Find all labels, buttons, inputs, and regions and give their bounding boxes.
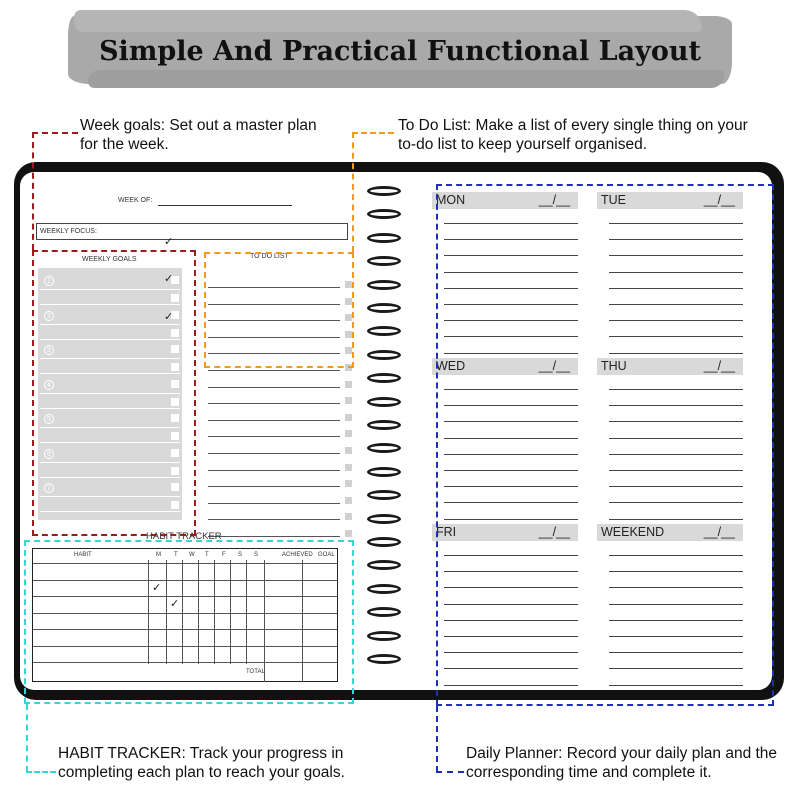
week-of-line bbox=[158, 205, 292, 206]
todo-line bbox=[208, 453, 340, 454]
goal-number: 3 bbox=[44, 345, 54, 355]
todo-guide-h bbox=[352, 132, 394, 134]
spiral-coil bbox=[367, 186, 401, 196]
planner-day-date: __/__ bbox=[538, 359, 570, 373]
planner-day-date: __/__ bbox=[703, 359, 735, 373]
habit-tracker-label: HABIT TRACKER bbox=[146, 531, 222, 542]
planner-guide-v bbox=[436, 706, 438, 772]
spiral-coil bbox=[367, 350, 401, 360]
todo-checkbox bbox=[345, 530, 352, 537]
goal-number: 7 bbox=[44, 483, 54, 493]
todo-checkbox bbox=[345, 513, 352, 520]
page-title: Simple And Practical Functional Layout bbox=[99, 36, 701, 67]
title-banner bbox=[68, 8, 732, 88]
checkmark-icon: ✓ bbox=[152, 581, 162, 594]
planner-day-name: TUE bbox=[601, 193, 626, 207]
todo-line bbox=[208, 436, 340, 437]
spiral-coil bbox=[367, 467, 401, 477]
checkmark-icon: ✓ bbox=[164, 310, 174, 323]
planner-day-name: WED bbox=[436, 359, 466, 373]
habit-column-header: S bbox=[238, 552, 243, 558]
todo-list-label: TO DO LIST bbox=[250, 253, 289, 260]
spiral-coil bbox=[367, 514, 401, 524]
todo-checkbox bbox=[345, 414, 352, 421]
checkmark-icon: ✓ bbox=[164, 235, 174, 248]
todo-checkbox bbox=[345, 430, 352, 437]
spiral-coil bbox=[367, 631, 401, 641]
goal-number: 5 bbox=[44, 414, 54, 424]
callout-habit-tracker: HABIT TRACKER: Track your progress in completing each plan to reach your goals. bbox=[58, 745, 345, 781]
habit-guide-h bbox=[26, 771, 56, 773]
week-goals-highlight-box bbox=[32, 250, 196, 536]
planner-day-date: __/__ bbox=[703, 525, 735, 539]
week-goals-guide-v bbox=[32, 132, 34, 250]
weekly-focus-label: WEEKLY FOCUS: bbox=[40, 228, 97, 235]
todo-line bbox=[208, 370, 340, 371]
todo-line bbox=[208, 420, 340, 421]
callout-daily-planner: Daily Planner: Record your daily plan and the corresponding time and complete it. bbox=[466, 745, 778, 781]
planner-day-name: THU bbox=[601, 359, 627, 373]
week-goals-guide-h bbox=[32, 132, 78, 134]
todo-checkbox bbox=[345, 397, 352, 404]
spiral-coil bbox=[367, 303, 401, 313]
weekly-goals-label: WEEKLY GOALS bbox=[82, 256, 137, 263]
goal-number: 6 bbox=[44, 449, 54, 459]
todo-checkbox bbox=[345, 480, 352, 487]
goal-number: 4 bbox=[44, 380, 54, 390]
todo-line bbox=[208, 486, 340, 487]
week-of-label: WEEK OF: bbox=[118, 197, 153, 204]
spiral-coil bbox=[367, 233, 401, 243]
planner-day-date: __/__ bbox=[538, 525, 570, 539]
planner-day-name: MON bbox=[436, 193, 466, 207]
habit-guide-v bbox=[26, 704, 28, 772]
planner-day-name: FRI bbox=[436, 525, 457, 539]
habit-highlight-box bbox=[24, 540, 354, 704]
planner-day-date: __/__ bbox=[703, 193, 735, 207]
spiral-coil bbox=[367, 397, 401, 407]
habit-column-header: ACHIEVED bbox=[282, 552, 313, 558]
todo-line bbox=[208, 536, 340, 537]
goal-number: 2 bbox=[44, 311, 54, 321]
spiral-coil bbox=[367, 420, 401, 430]
habit-column-header: M bbox=[156, 552, 161, 558]
total-label: TOTAL bbox=[246, 669, 265, 675]
planner-day-date: __/__ bbox=[538, 193, 570, 207]
todo-checkbox bbox=[345, 381, 352, 388]
habit-column-header: T bbox=[174, 552, 178, 558]
planner-guide-h bbox=[436, 771, 464, 773]
goal-number: 1 bbox=[44, 276, 54, 286]
spiral-coil bbox=[367, 537, 401, 547]
planner-highlight-box bbox=[436, 184, 774, 706]
spiral-coil bbox=[367, 654, 401, 664]
todo-checkbox bbox=[345, 464, 352, 471]
habit-column-header: HABIT bbox=[74, 552, 92, 558]
todo-line bbox=[208, 403, 340, 404]
todo-line bbox=[208, 503, 340, 504]
habit-column-header: GOAL bbox=[318, 552, 335, 558]
habit-column-header: T bbox=[205, 552, 209, 558]
todo-line bbox=[208, 387, 340, 388]
spiral-coil bbox=[367, 584, 401, 594]
todo-guide-v bbox=[352, 132, 354, 252]
callout-todo-list: To Do List: Make a list of every single thing on your to-do list to keep yourself organised. bbox=[398, 117, 748, 153]
habit-column-header: W bbox=[189, 552, 195, 558]
callout-week-goals: Week goals: Set out a master plan for the week. bbox=[80, 117, 317, 153]
todo-highlight-box bbox=[204, 252, 354, 368]
habit-column-header: S bbox=[254, 552, 259, 558]
todo-checkbox bbox=[345, 447, 352, 454]
checkmark-icon: ✓ bbox=[164, 272, 174, 285]
habit-column-header: F bbox=[222, 552, 226, 558]
planner-day-name: WEEKEND bbox=[601, 525, 665, 539]
todo-line bbox=[208, 519, 340, 520]
todo-checkbox bbox=[345, 497, 352, 504]
todo-line bbox=[208, 470, 340, 471]
checkmark-icon: ✓ bbox=[170, 597, 180, 610]
spiral-coil bbox=[367, 280, 401, 290]
